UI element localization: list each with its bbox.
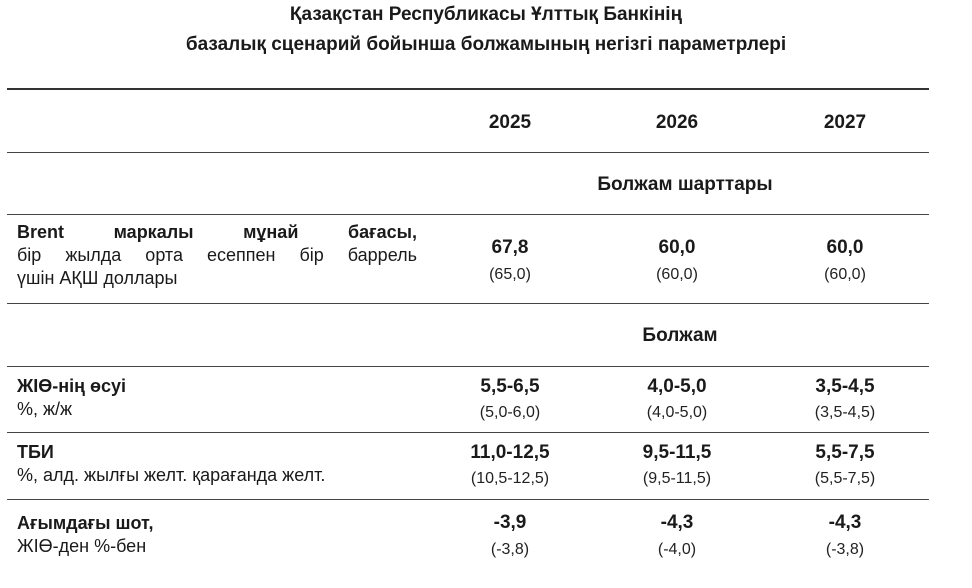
header-bottom-rule [7, 152, 929, 153]
cpi-label-unit: %, алд. жылғы желт. қарағанда желт. [17, 465, 326, 485]
current-account-value-2027: -4,3 [828, 512, 862, 533]
current-account-previous-2025: (-3,8) [490, 541, 530, 558]
brent-label-line-2: бір жылда орта есеппен бір баррель [17, 245, 417, 265]
cpi-value-2026: 9,5-11,5 [642, 442, 712, 463]
conditions-section-rule [7, 214, 929, 215]
current-account-label-unit: ЖІӨ-ден %-бен [17, 536, 147, 556]
cpi-row-rule [7, 499, 929, 500]
gdp-previous-2027: (3,5-4,5) [814, 404, 876, 421]
current-account-previous-2026: (-4,0) [657, 541, 697, 558]
current-account-row-label [17, 512, 417, 558]
gdp-label-unit: %, ж/ж [17, 399, 73, 419]
cpi-label-title: ТБИ [17, 442, 54, 462]
document-title-line-2: базалық сценарий бойынша болжамының негізгі параметрлері [185, 34, 787, 55]
table-top-rule [7, 88, 929, 90]
brent-value-2026: 60,0 [658, 237, 696, 258]
cpi-previous-2025: (10,5-12,5) [470, 470, 550, 487]
brent-row-rule [7, 303, 929, 304]
current-account-value-2026: -4,3 [660, 512, 694, 533]
brent-previous-2026: (60,0) [656, 266, 698, 283]
gdp-row-rule [7, 432, 929, 433]
brent-previous-2025: (65,0) [489, 266, 531, 283]
document-title-line-1: Қазақстан Республикасы Ұлттық Банкінің [289, 4, 683, 25]
current-account-label-title: Ағымдағы шот, [17, 513, 154, 533]
brent-row-label [17, 221, 417, 290]
section-header-conditions: Болжам шарттары [597, 174, 773, 195]
cpi-value-2025: 11,0-12,5 [470, 442, 550, 463]
cpi-previous-2026: (9,5-11,5) [642, 470, 712, 487]
gdp-value-2027: 3,5-4,5 [815, 376, 875, 397]
cpi-value-2027: 5,5-7,5 [815, 442, 875, 463]
gdp-previous-2026: (4,0-5,0) [646, 404, 708, 421]
gdp-value-2025: 5,5-6,5 [480, 376, 540, 397]
brent-value-2027: 60,0 [826, 237, 864, 258]
current-account-value-2025: -3,9 [493, 512, 527, 533]
gdp-value-2026: 4,0-5,0 [647, 376, 707, 397]
section-header-forecast: Болжам [642, 325, 718, 346]
forecast-section-rule [7, 366, 929, 367]
brent-previous-2027: (60,0) [824, 266, 866, 283]
year-header-2025: 2025 [488, 112, 532, 133]
gdp-row-label [17, 375, 417, 421]
brent-label-title: Brent маркалы мұнай бағасы, [17, 222, 417, 242]
cpi-row-label [17, 441, 417, 487]
year-header-2027: 2027 [823, 112, 867, 133]
brent-label-line-3: үшін АҚШ доллары [17, 268, 178, 288]
gdp-label-title: ЖІӨ-нің өсуі [17, 376, 127, 396]
year-header-2026: 2026 [655, 112, 699, 133]
gdp-previous-2025: (5,0-6,0) [479, 404, 541, 421]
current-account-previous-2027: (-3,8) [825, 541, 865, 558]
cpi-previous-2027: (5,5-7,5) [814, 470, 876, 487]
brent-value-2025: 67,8 [491, 237, 529, 258]
